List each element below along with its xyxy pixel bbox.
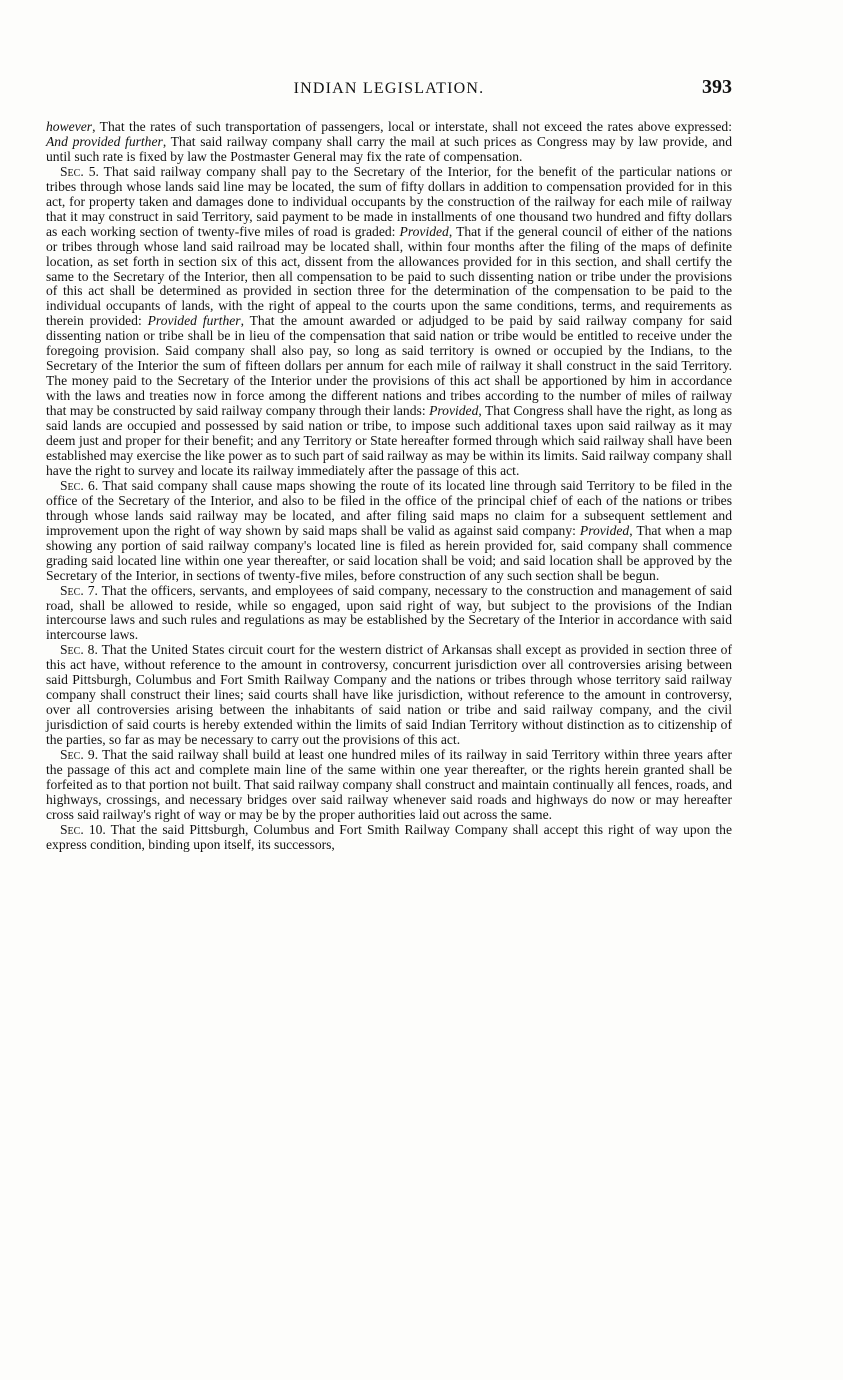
italic-text: Provided further	[147, 313, 241, 329]
section-label: Sec. 5.	[60, 163, 99, 179]
text-segment: That the said Pittsburgh, Columbus and Fort Smith Railway Company shall accept this right of way upon the express condition, binding upon itself, its successors,	[46, 821, 732, 852]
section-label: Sec. 8.	[60, 642, 98, 658]
running-title: INDIAN LEGISLATION.	[293, 80, 485, 97]
section-label: Sec. 10.	[60, 821, 106, 837]
paragraph	[46, 584, 732, 644]
text-segment: That the said railway shall build at least one hundred miles of its railway in said Territory within three years after the passage of this act and complete main line of the same within one year thereafter, or the rights herein granted shall be forfeited as to that portion not built. That said railway company shall construct and maintain continually all fences, roads, and highways, crossings, and necessary bridges over said railway whenever said roads and highways do now or may hereafter cross said railway's right of way or may be by the proper authorities laid out across the same.	[46, 747, 732, 822]
text-segment: That said railway company shall pay to the Secretary of the Interior, for the benefit of the particular nations or tribes through whose lands said line may be located, the sum of fifty dollars in addition to compensation provided for in this act, for property taken and damages done to individual occupants by the construction of the railway for each mile of railway that it may construct in said Territory, said payment to be made in installments of one thousand two hundred and fifty dollars as each working section of twenty-five miles of road is graded:	[46, 163, 732, 239]
italic-text: And provided further	[46, 133, 163, 149]
text-segment: , That if the general council of either of the nations or tribes through whose land said railroad may be located shall, within four months after the filing of the maps of definite location, as set forth in section six of this act, dissent from the allowances provided for in this section, and shall certify the same to the Secretary of the Interior, then all compensation to be paid to such dissenting nation or tribe under the provisions of this act shall be determined as provided in section three for the determination of the compensation to be paid to the individual occupants of lands, with the right of appeal to the courts upon the same conditions, terms, and requirements as therein provided:	[46, 223, 732, 329]
paragraph	[46, 748, 732, 823]
italic-text: Provided	[429, 403, 479, 419]
paragraph	[46, 823, 732, 853]
section-label: Sec. 7.	[60, 582, 98, 598]
text-segment: , That the rates of such transportation of passengers, local or interstate, shall not exceed the rates above expressed:	[92, 119, 732, 134]
paragraph	[46, 643, 732, 748]
text-segment: That the officers, servants, and employees of said company, necessary to the construction and management of said road, shall be allowed to reside, while so engaged, upon said right of way, but subject to the provisions of the Indian intercourse laws and such rules and regulations as may be established by the Secretary of the Interior in accordance with said intercourse laws.	[46, 582, 732, 643]
italic-text: Provided	[399, 223, 449, 239]
text-segment: , That said railway company shall carry the mail at such prices as Congress may by law provide, and until such rate is fixed by law the Postmaster General may fix the rate of compensation.	[46, 133, 732, 164]
running-head	[46, 76, 732, 106]
text-segment: That said company shall cause maps showing the route of its located line through said Territory to be filed in the office of the Secretary of the Interior, and also to be filed in the office of the principal chief of each of the nations or tribes through whose lands said railway may be located, and after filing said maps no claim for a subsequent settlement and improvement upon the right of way shown by said maps shall be valid as against said company:	[46, 477, 732, 538]
page-number: 393	[702, 76, 732, 98]
text-segment: That the United States circuit court for the western district of Arkansas shall except as provided in section three of this act have, without reference to the amount in controversy, concurrent jurisdiction over all controversies arising between said Pittsburgh, Columbus and Fort Smith Railway Company and the nations or tribes through whose territory said railway company shall construct their lines; said courts shall have like jurisdiction, without reference to the amount in controversy, over all controversies arising between the inhabitants of said nation or tribe and said railway company, and the civil jurisdiction of said courts is hereby extended within the limits of said Indian Territory without distinction as to citizenship of the parties, so far as may be necessary to carry out the provisions of this act.	[46, 642, 732, 748]
text-segment: , That Congress shall have the right, as long as said lands are occupied and possessed by said nation or tribe, to impose such additional taxes upon said railway as it may deem just and proper for their benefit; and any Territory or State hereafter formed through which said railway shall have been established may exercise the like power as to such part of said railway as may be within its limits. Said railway company shall have the right to survey and locate its railway immediately after the passage of this act.	[46, 403, 732, 478]
body-text	[46, 120, 732, 853]
italic-text: however	[46, 119, 93, 134]
paragraph	[46, 479, 732, 584]
paragraph	[46, 165, 732, 479]
text-segment: , That the amount awarded or adjudged to be paid by said railway company for said dissenting nation or tribe shall be in lieu of the compensation that said nation or tribe would be entitled to receive under the foregoing provision. Said company shall also pay, so long as said territory is owned or occupied by the Indians, to the Secretary of the Interior the sum of fifteen dollars per annum for each mile of railway it shall construct in the said Territory. The money paid to the Secretary of the Interior under the provisions of this act shall be apportioned by him in accordance with the laws and treaties now in force among the different nations and tribes according to the number of miles of railway that may be constructed by said railway company through their lands:	[46, 313, 733, 419]
paragraph	[46, 120, 732, 165]
section-label: Sec. 9.	[60, 747, 99, 763]
section-label: Sec. 6.	[60, 477, 99, 493]
text-segment: , That when a map showing any portion of said railway company's located line is filed as herein provided for, said company shall commence grading said located line within one year thereafter, or said location shall be void; and said location shall be approved by the Secretary of the Interior, in sections of twenty-five miles, before construction of any such section shall be begun.	[46, 522, 732, 583]
italic-text: Provided	[579, 522, 630, 538]
